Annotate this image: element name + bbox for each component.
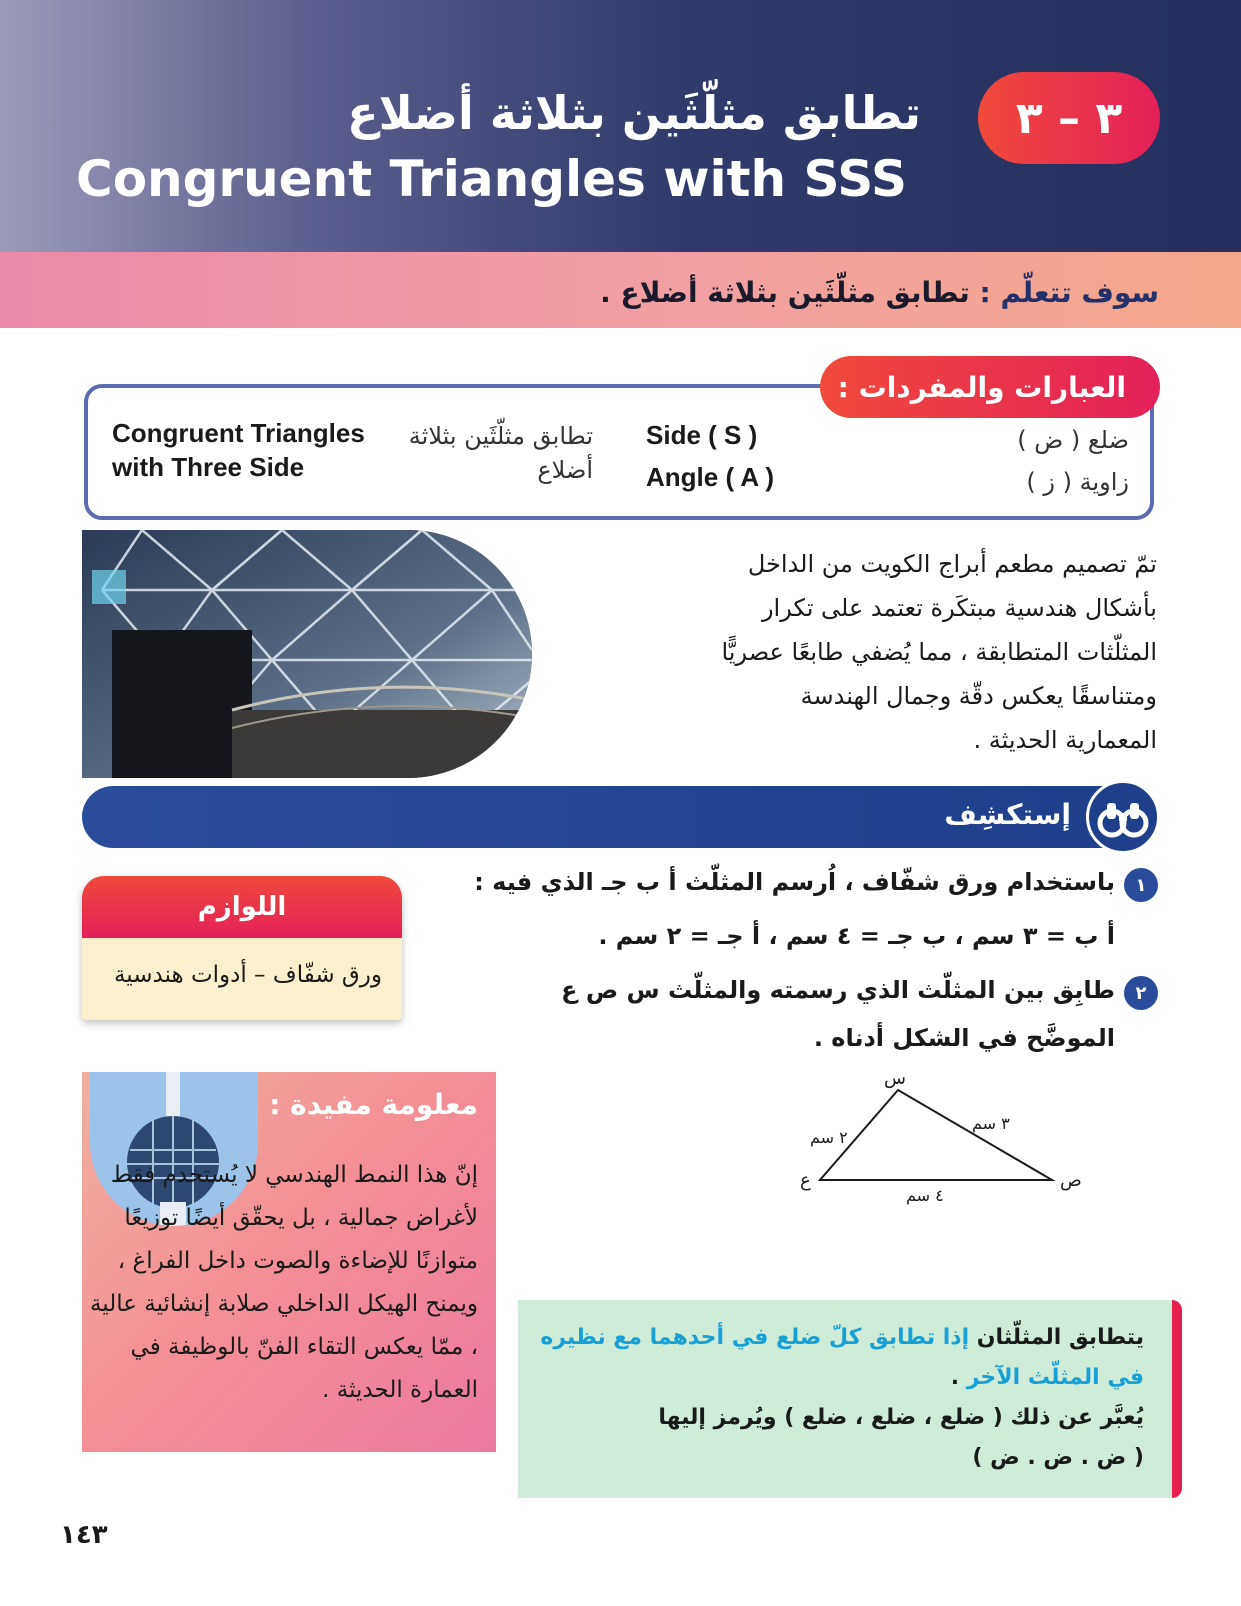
- vocab-term-en-2: Side ( S ): [646, 420, 758, 450]
- page-number: ١٤٣: [60, 1520, 108, 1550]
- page-title-english: Congruent Triangles with SSS: [76, 150, 908, 208]
- step-1-line-1: باستخدام ورق شفّاف ، اُرسم المثلّث أ ب جـ الذي فيه :: [474, 868, 1115, 896]
- rule-line-2: يُعبَّر عن ذلك ( ضلع ، ضلع ، ضلع ) ويُرمز إليها: [658, 1405, 1144, 1430]
- dome-illustration: [82, 530, 532, 778]
- explore-title: إستكشِف: [944, 798, 1071, 831]
- tools-title: اللوازم: [82, 876, 402, 938]
- step-number-1: ١: [1124, 868, 1158, 902]
- binoculars-icon: [1086, 780, 1160, 854]
- binoculars-glyph: [1089, 783, 1157, 851]
- useful-info-box: [82, 1072, 496, 1452]
- vocab-term-en-1b: with Three Side: [112, 452, 305, 482]
- vocab-term-ar-1a: تطابق مثلّثَين بثلاثة: [408, 422, 593, 450]
- rule-box: [518, 1300, 1182, 1498]
- dome-restaurant-photo: [82, 530, 532, 778]
- objective-text: تطابق مثلّثَين بثلاثة أضلاع .: [600, 276, 980, 309]
- page-title-arabic: تطابق مثلّثَين بثلاثة أضلاع: [347, 86, 921, 140]
- info-text: إنّ هذا النمط الهندسي لا يُستخدم فقط لأغراض جمالية ، بل يحقّق أيضًا توزيعًا متوازنًا للإضاءة والصوت داخل الفراغ ، ويمنح الهيكل الداخلي صلابة إنشائية عالية ، ممّا يعكس التقاء الفنّ بالوظيفة في العمارة الحديثة .: [89, 1162, 478, 1403]
- learning-objective: [600, 276, 1159, 309]
- objective-label: سوف تتعلّم :: [979, 276, 1159, 309]
- step-2-line-1: طابِق بين المثلّث الذي رسمته والمثلّث س ص ع: [561, 976, 1115, 1004]
- tools-card: [82, 876, 402, 1020]
- step-number-2: ٢: [1124, 976, 1158, 1010]
- step-2-line-2: الموضَّح في الشكل أدناه .: [813, 1024, 1115, 1052]
- tools-text: ورق شفّاف – أدوات هندسية: [113, 962, 382, 988]
- rule-text: [524, 1318, 1144, 1478]
- step-1-line-2: أ ب = ٣ سم ، ب جـ = ٤ سم ، أ جـ = ٢ سم .: [598, 922, 1115, 950]
- vocab-term-ar-2: ضلع ( ض ): [1017, 426, 1129, 454]
- vocabulary-title: العبارات والمفردات :: [820, 356, 1160, 418]
- vocab-term-ar-3: زاوية ( ز ): [1026, 468, 1129, 496]
- vertex-label-top: س: [884, 1068, 906, 1089]
- info-title: معلومة مفيدة :: [269, 1088, 478, 1121]
- rule-line-3: ( ض . ض . ض ): [972, 1445, 1144, 1470]
- lesson-number-badge: ٣ – ٣: [978, 72, 1160, 164]
- vocab-term-en-1a: Congruent Triangles: [112, 418, 365, 448]
- rule-highlight: إذا تطابق كلّ ضلع في أحدهما مع نظيره في المثلّث الآخر: [540, 1325, 1144, 1390]
- side-label-top-left: ٢ سم: [810, 1128, 848, 1147]
- triangle-shape: [820, 1090, 1052, 1180]
- vocab-term-en-3: Angle ( A ): [646, 462, 775, 492]
- rule-part-1: يتطابق المثلّثان: [969, 1325, 1144, 1350]
- intro-paragraph: تمّ تصميم مطعم أبراج الكويت من الداخل بأشكال هندسية مبتكَرة تعتمد على تكرار المثلّثات المتطابقة ، مما يُضفي طابعًا عصريًّا ومتناسقًا يعكس دقّة وجمال الهندسة المعمارية الحديثة .: [721, 550, 1157, 754]
- rule-part-3: .: [950, 1365, 967, 1390]
- side-label-bottom: ٤ سم: [906, 1186, 944, 1205]
- vocab-term-ar-1b: أضلاع: [537, 456, 593, 484]
- vertex-label-left: ع: [800, 1170, 811, 1191]
- side-label-top-right: ٣ سم: [972, 1114, 1010, 1133]
- vertex-label-right: ص: [1060, 1170, 1082, 1191]
